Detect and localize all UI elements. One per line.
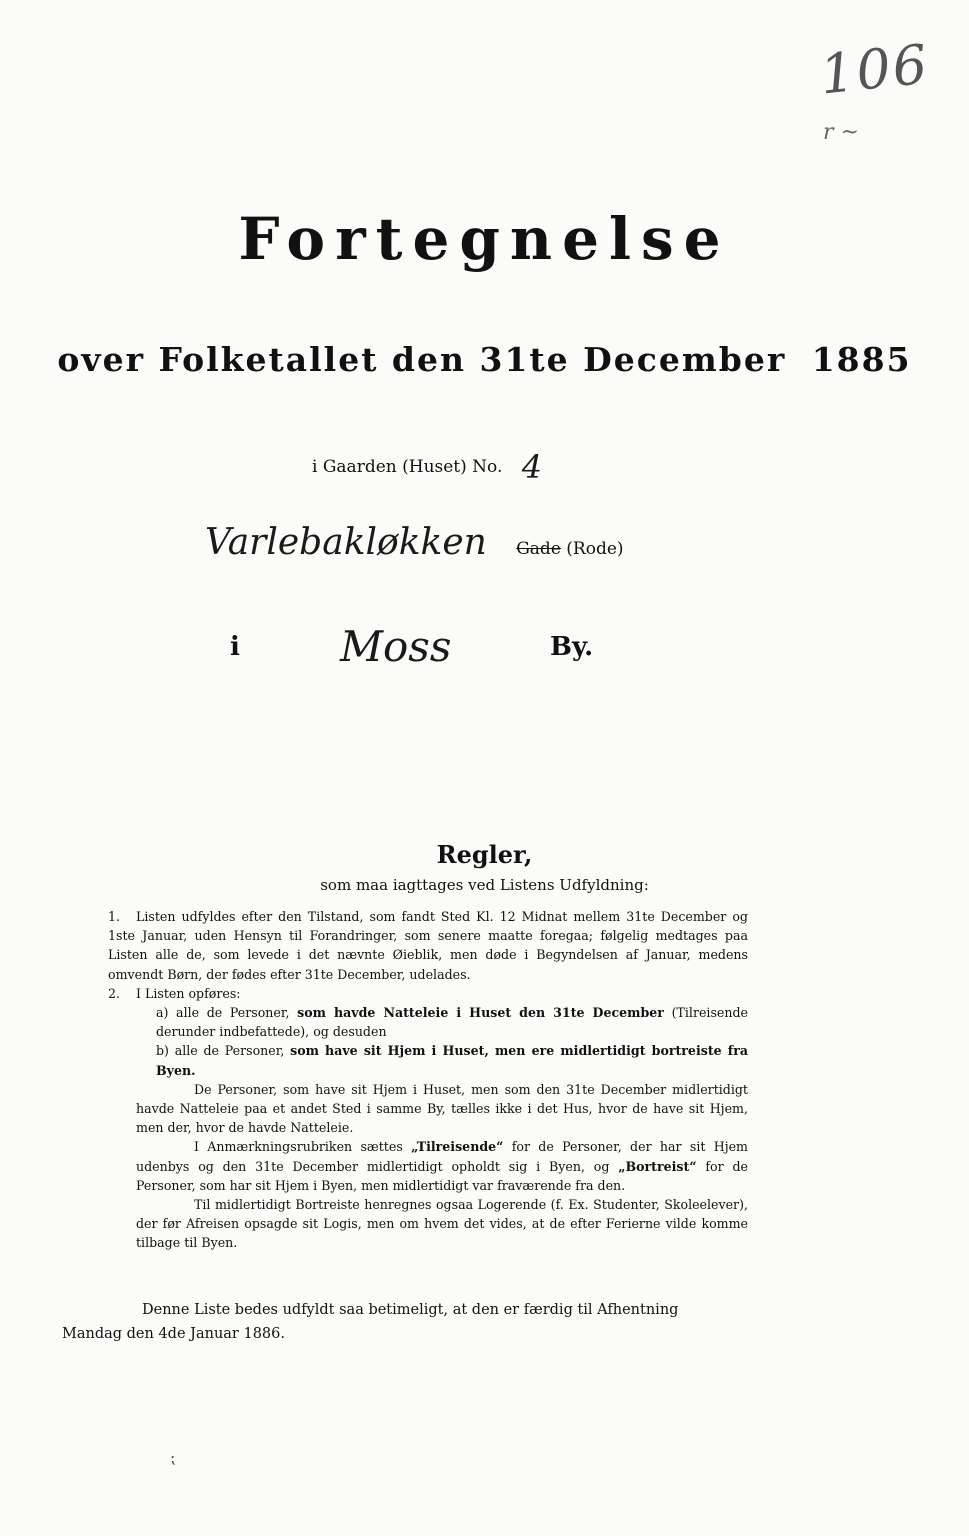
rule-number: 2. (108, 985, 121, 1001)
rule-text: (Tilreisende derunder indbefattede), og desuden (156, 1005, 748, 1040)
bottom-mark: ⁏ (170, 1448, 176, 1467)
rule-item-2a (108, 1003, 748, 1041)
rule-text: I Anmærkningsrubriken sættes (194, 1139, 412, 1155)
rule-text: b) alle de Personer, (156, 1043, 291, 1059)
farm-number-line (312, 442, 543, 486)
footer-notice (62, 1298, 742, 1346)
rule-item-1 (108, 907, 748, 984)
footer-line-1: Denne Liste bedes udfyldt saa betimeligt, at den er færdig til Afhentning (142, 1302, 679, 1318)
subtitle-year: 1885 (811, 340, 912, 379)
rules-intro: som maa iagttages ved Listens Udfyldning: (320, 876, 649, 894)
street-struck-word: Gade (516, 539, 561, 559)
rule-text: I Listen opføres: (136, 985, 241, 1001)
page-number: 106 (816, 32, 932, 107)
city-name-value: Moss (340, 622, 452, 671)
footer-line-2: Mandag den 4de Januar 1886. (62, 1326, 285, 1342)
rules-body (108, 907, 748, 1253)
form-subtitle (0, 340, 969, 379)
rule-paragraph-1: De Personer, som have sit Hjem i Huset, men som den 31te December midlertidigt havde Natteleie paa et andet Sted i samme By, tælles ikke i det Hus, hvor de have sit Hjem, men der, hvor de havde Natteleie. (136, 1081, 748, 1136)
rule-number: 1. (108, 909, 121, 924)
rule-text: a) alle de Personer, (156, 1005, 298, 1021)
rule-emphasis: som havde Natteleie i Huset den 31te December (297, 1005, 664, 1021)
rule-item-2 (108, 984, 748, 1003)
rule-text: for de Personer, som har sit Hjem i Byen, men midlertidigt var fraværende fra den. (136, 1158, 748, 1193)
subtitle-text: over Folketallet den 31te December (57, 340, 787, 379)
street-line (205, 522, 624, 563)
city-suffix: By. (550, 632, 594, 662)
farm-label: i Gaarden (Huset) No. (312, 457, 503, 477)
street-rode-word: (Rode) (566, 539, 624, 559)
rule-paragraph-2 (108, 1137, 748, 1195)
rule-emphasis: som have sit Hjem i Huset, men ere midlertidigt bortreiste fra Byen. (156, 1043, 748, 1078)
rules-heading: Regler, (436, 840, 533, 869)
rule-emphasis: „Tilreisende“ (411, 1139, 504, 1155)
rule-paragraph-3: Til midlertidigt Bortreiste henregnes ogsaa Logerende (f. Ex. Studenter, Skoleelever), der før Afreisen opsagde sit Logis, men om hvem det vides, at de efter Ferierne vilde komme tilbage til Byen. (136, 1197, 748, 1251)
rule-emphasis: „Bortreist“ (618, 1158, 697, 1174)
margin-mark: r ~ (823, 120, 859, 145)
form-title: Fortegnelse (238, 205, 731, 273)
farm-number-value: 4 (521, 448, 543, 486)
rule-text: Listen udfyldes efter den Tilstand, som fandt Sted Kl. 12 Midnat mellem 31te December og 1ste Januar, uden Hensyn til Forandringer, som senere maatte foregaa; følgelig medtages paa Listen alle de, som levede i det nævnte Øieblik, men døde i Begyndelsen af Januar, medens omvendt Børn, der fødes efter 31te December, udelades. (108, 909, 748, 982)
street-name-value: Varlebakløkken (205, 522, 487, 563)
rule-item-2b (108, 1041, 748, 1079)
city-prefix: i (230, 632, 240, 662)
street-printed-label (516, 539, 623, 559)
rule-text: for de Personer, der har sit Hjem udenbys og den 31te December midlertidigt opholdt sig i Byen, og (136, 1139, 748, 1174)
